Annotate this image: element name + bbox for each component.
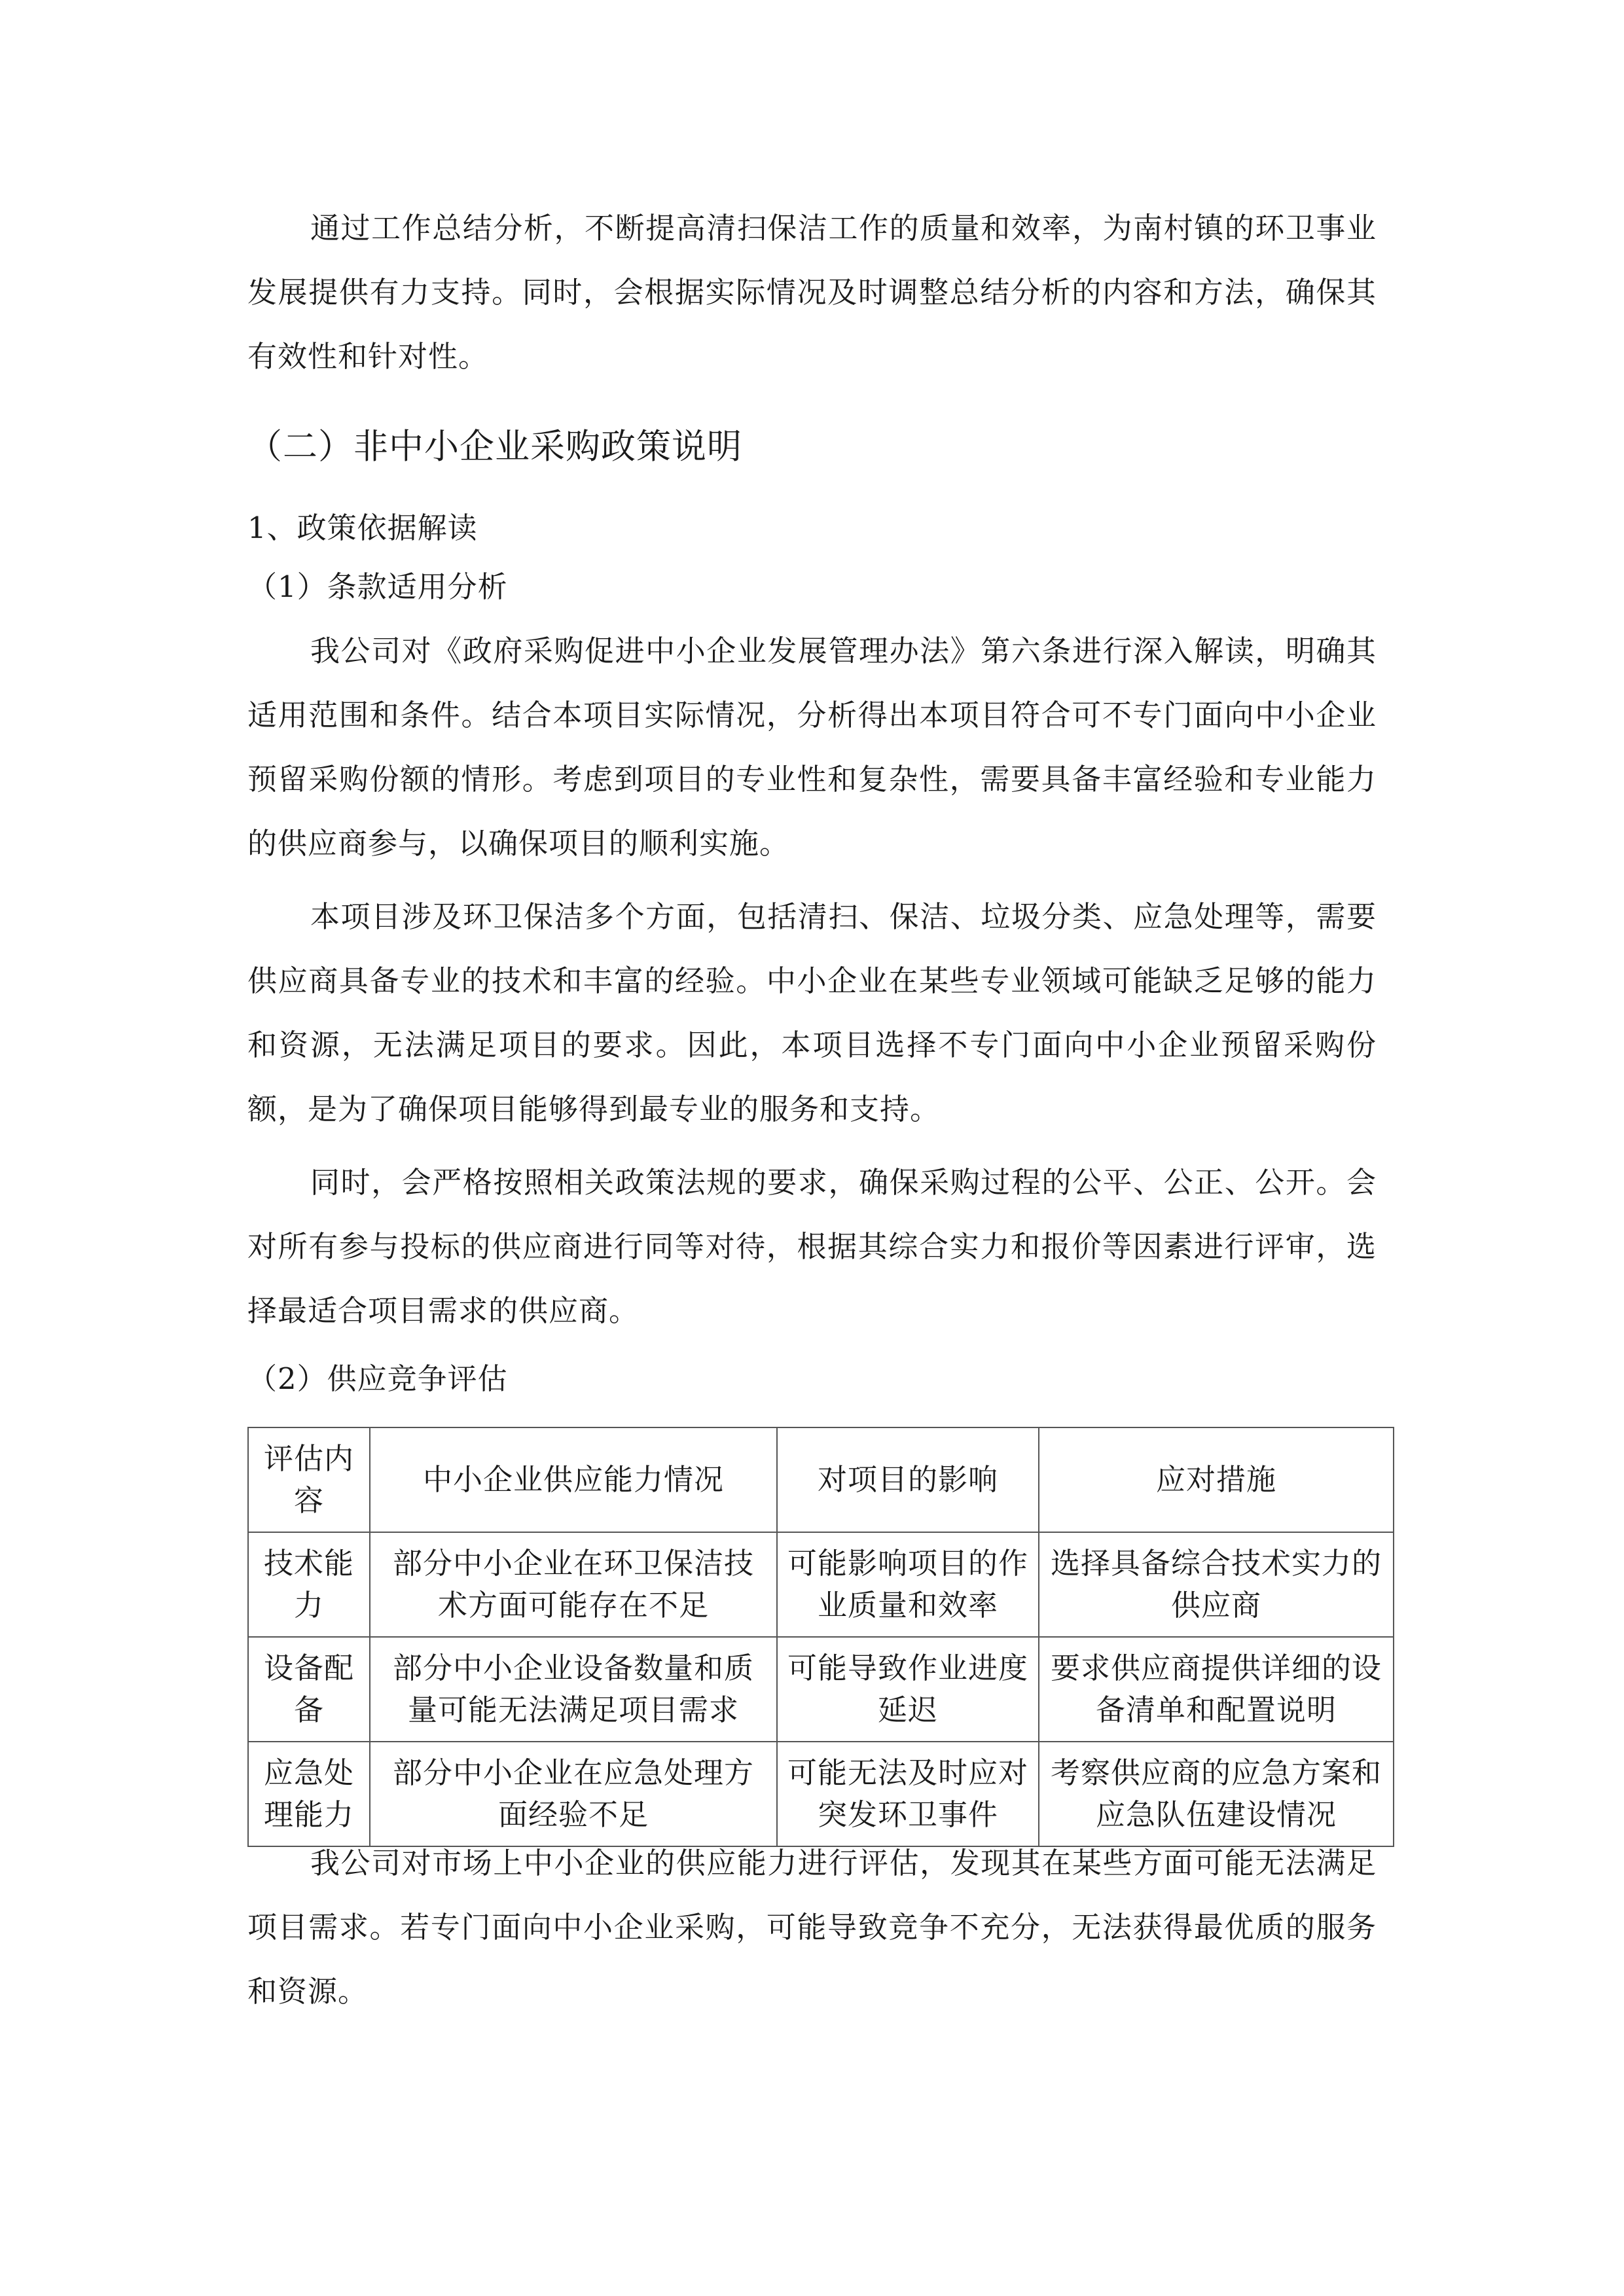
table-header-cell: 应对措施	[1039, 1427, 1394, 1532]
table-cell: 要求供应商提供详细的设备清单和配置说明	[1039, 1637, 1394, 1742]
table-row	[248, 1532, 1394, 1637]
paragraph-project-scope: 本项目涉及环卫保洁多个方面，包括清扫、保洁、垃圾分类、应急处理等，需要供应商具备专业的技术和丰富的经验。中小企业在某些专业领域可能缺乏足够的能力和资源，无法满足项目的要求。因此，本项目选择不专门面向中小企业预留采购份额，是为了确保项目能够得到最专业的服务和支持。	[247, 899, 1377, 1126]
table-header-cell: 评估内容	[248, 1427, 370, 1532]
table-cell: 技术能力	[248, 1532, 370, 1637]
table-cell: 选择具备综合技术实力的供应商	[1039, 1532, 1394, 1637]
paragraph-summary: 通过工作总结分析，不断提高清扫保洁工作的质量和效率，为南村镇的环卫事业发展提供有力支持。同时，会根据实际情况及时调整总结分析的内容和方法，确保其有效性和针对性。	[247, 211, 1377, 374]
table-cell: 部分中小企业在应急处理方面经验不足	[370, 1742, 777, 1846]
table-cell: 部分中小企业在环卫保洁技术方面可能存在不足	[370, 1532, 777, 1637]
table-cell: 设备配备	[248, 1637, 370, 1742]
table-cell: 可能影响项目的作业质量和效率	[777, 1532, 1039, 1637]
table-header-row	[248, 1427, 1394, 1532]
table-cell: 可能导致作业进度延迟	[777, 1637, 1039, 1742]
table-row	[248, 1742, 1394, 1846]
table-cell: 可能无法及时应对突发环卫事件	[777, 1742, 1039, 1846]
table-row	[248, 1637, 1394, 1742]
paragraph-fair-procurement: 同时，会严格按照相关政策法规的要求，确保采购过程的公平、公正、公开。会对所有参与投标的供应商进行同等对待，根据其综合实力和报价等因素进行评审，选择最适合项目需求的供应商。	[247, 1165, 1377, 1328]
table-cell: 应急处理能力	[248, 1742, 370, 1846]
table-header-cell: 中小企业供应能力情况	[370, 1427, 777, 1532]
subheading-policy-basis: 1、政策依据解读	[247, 511, 478, 545]
subheading-supply-competition: （2）供应竞争评估	[247, 1361, 508, 1396]
table-cell: 考察供应商的应急方案和应急队伍建设情况	[1039, 1742, 1394, 1846]
supply-evaluation-table	[247, 1427, 1394, 1847]
table-cell: 部分中小企业设备数量和质量可能无法满足项目需求	[370, 1637, 777, 1742]
paragraph-market-evaluation: 我公司对市场上中小企业的供应能力进行评估，发现其在某些方面可能无法满足项目需求。若专门面向中小企业采购，可能导致竞争不充分，无法获得最优质的服务和资源。	[247, 1846, 1377, 2009]
paragraph-clause-analysis: 我公司对《政府采购促进中小企业发展管理办法》第六条进行深入解读，明确其适用范围和条件。结合本项目实际情况，分析得出本项目符合可不专门面向中小企业预留采购份额的情形。考虑到项目的专业性和复杂性，需要具备丰富经验和专业能力的供应商参与，以确保项目的顺利实施。	[247, 634, 1377, 861]
section-heading: （二）非中小企业采购政策说明	[247, 427, 742, 467]
subheading-clause-analysis: （1）条款适用分析	[247, 569, 508, 604]
table-header-cell: 对项目的影响	[777, 1427, 1039, 1532]
